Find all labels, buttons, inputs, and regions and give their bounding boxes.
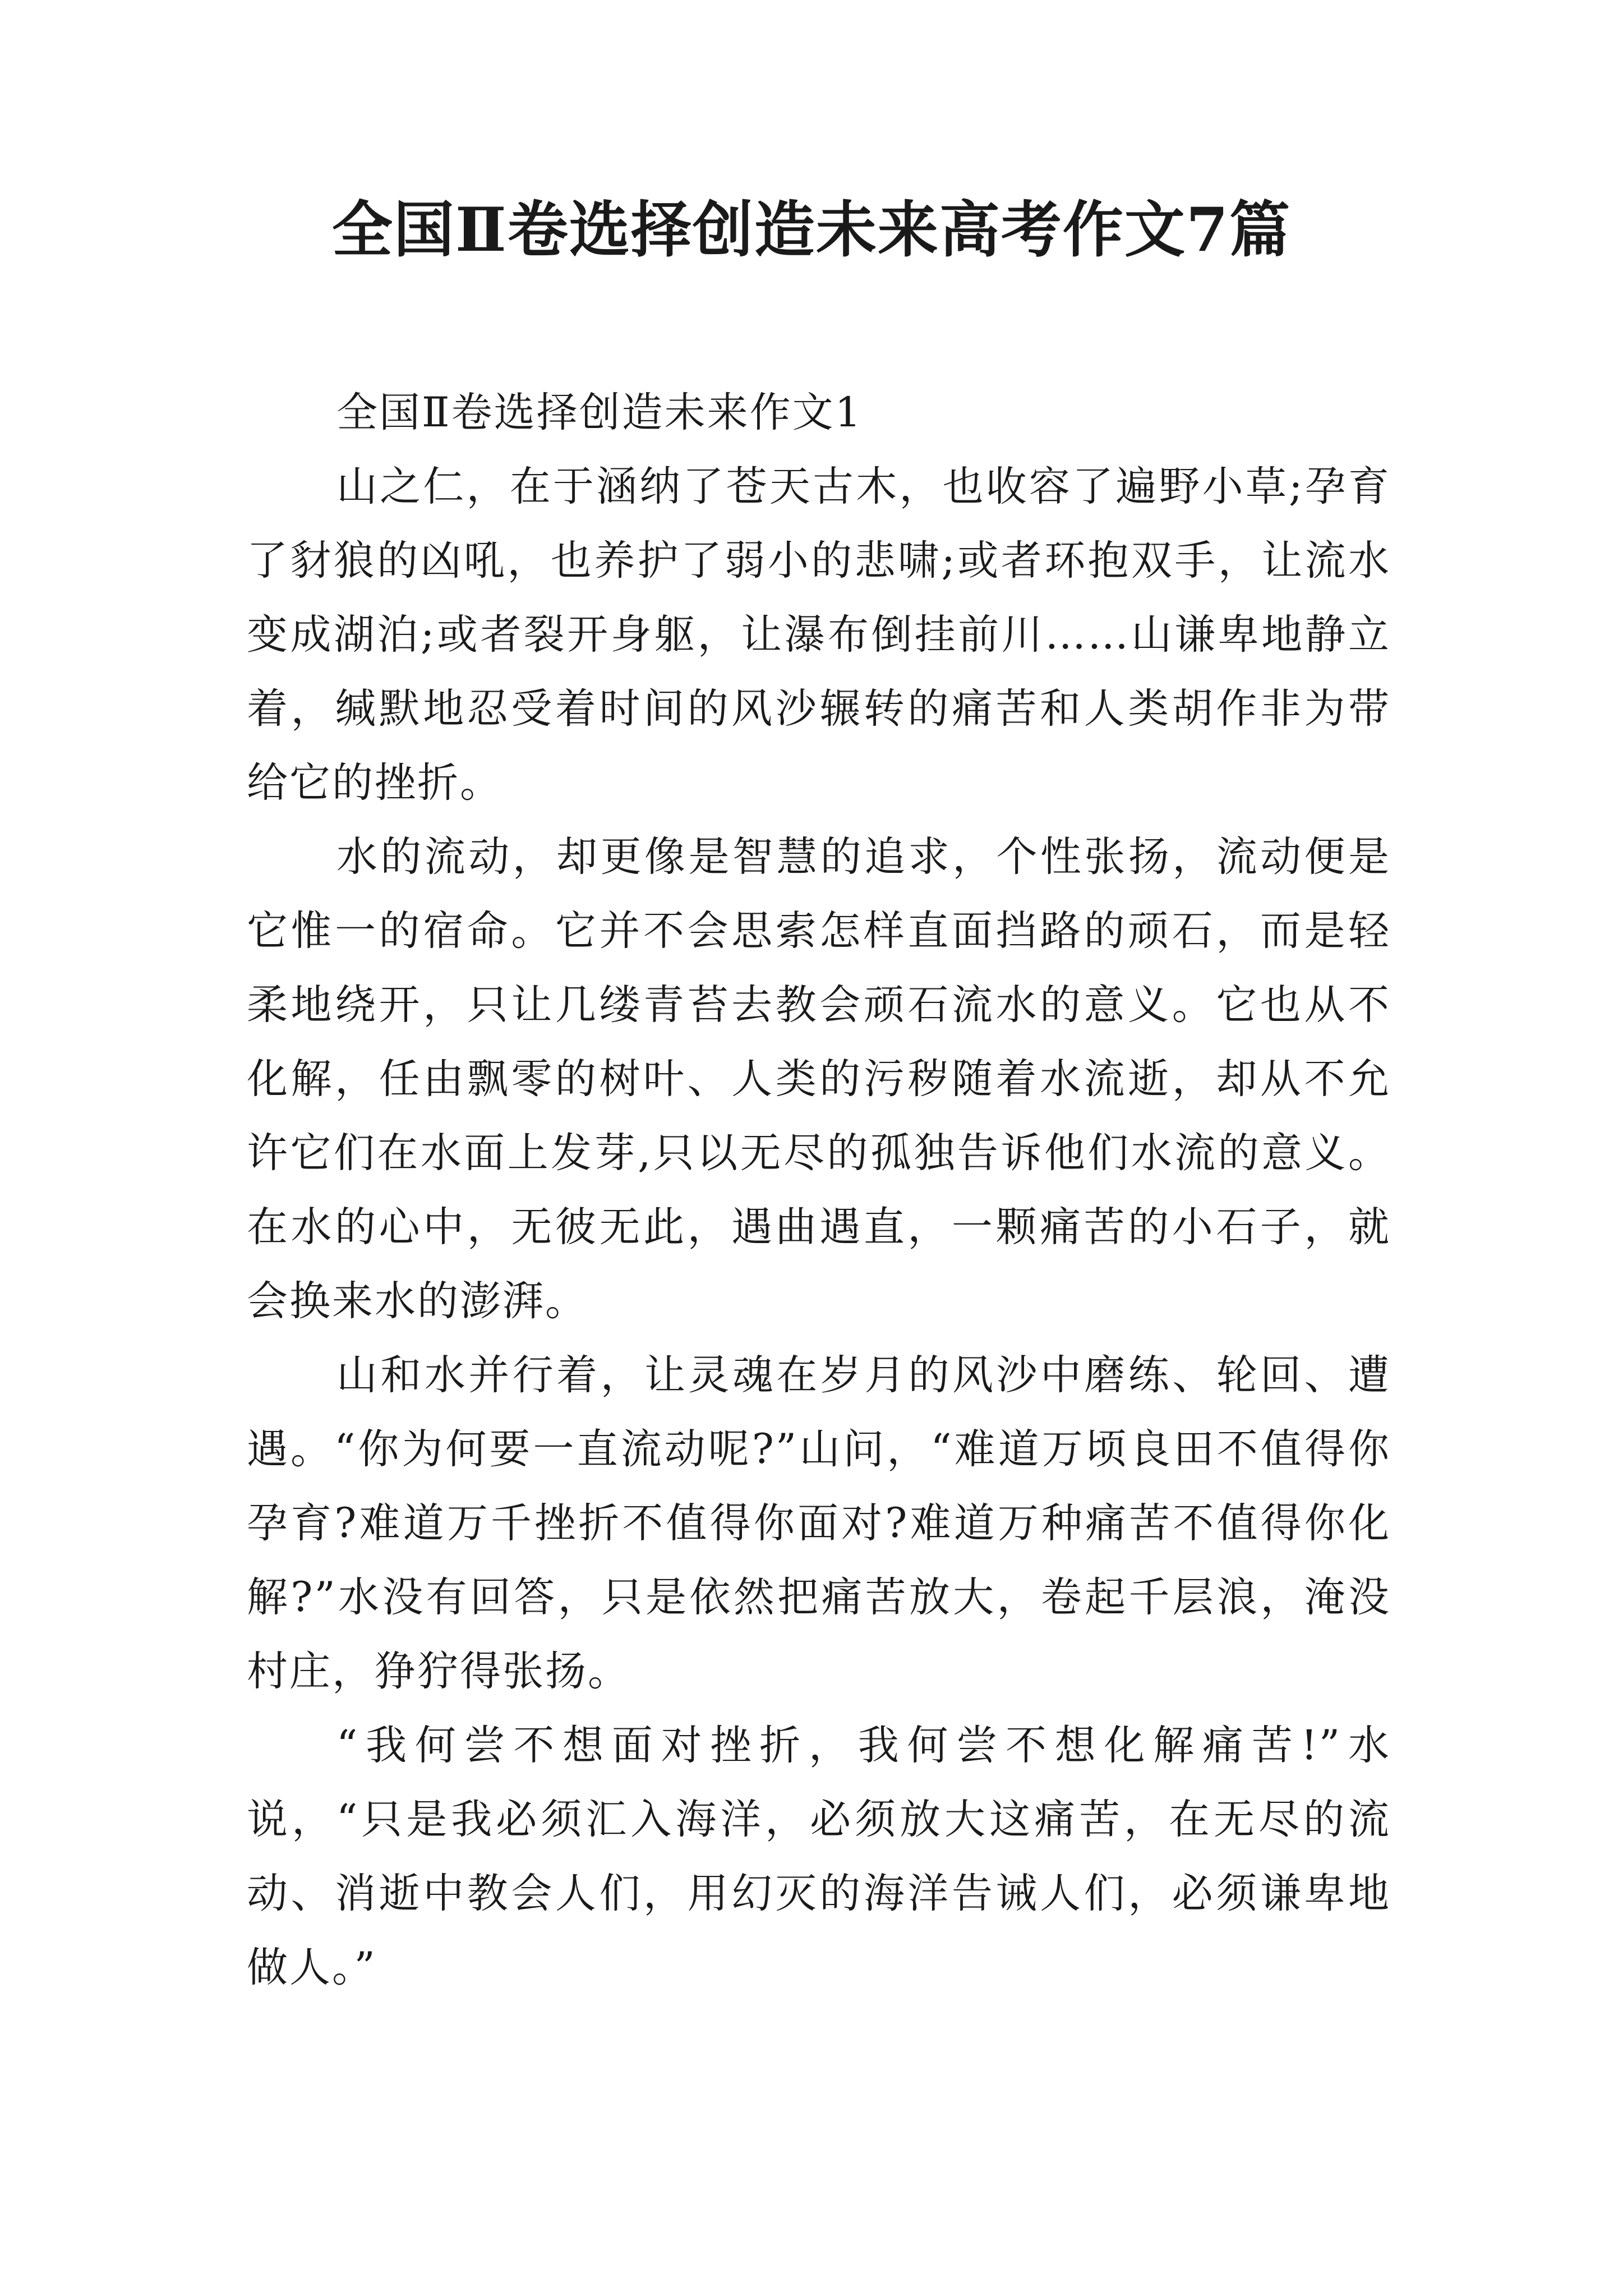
section-heading: 全国Ⅱ卷选择创造未来作文1 [336,389,863,436]
paragraph: 水的流动，却更像是智慧的追求，个性张扬，流动便是它惟一的宿命。它并不会思索怎样直面挡路的顽石，而是轻柔地绕开，只让几缕青苔去教会顽石流水的意义。它也从不化解，任由飘零的树叶、人类的污秽随着水流逝，却从不允许它们在水面上发芽,只以无尽的孤独告诉他们水流的意义。在水的心中，无彼无此，遇曲遇直，一颗痛苦的小石子，就会换来水的澎湃。 [247,833,1391,1325]
document-body [247,376,1391,2005]
paragraph: “我何尝不想面对挫折，我何尝不想化解痛苦!”水说，“只是我必须汇入海洋，必须放大这痛苦，在无尽的流动、消逝中教会人们，用幻灭的海洋告诫人们，必须谦卑地做人。” [247,1722,1391,1991]
paragraph: 山和水并行着，让灵魂在岁月的风沙中磨练、轮回、遭遇。“你为何要一直流动呢?”山问，“难道万顷良田不值得你孕育?难道万千挫折不值得你面对?难道万种痛苦不值得你化解?”水没有回答，只是依然把痛苦放大，卷起千层浪，淹没村庄，狰狞得张扬。 [247,1351,1391,1695]
document-title: 全国Ⅱ卷选择创造未来高考作文7篇 [331,195,1292,265]
paragraph: 山之仁，在于涵纳了苍天古木，也收容了遍野小草;孕育了豺狼的凶吼，也养护了弱小的悲啸;或者环抱双手，让流水变成湖泊;或者裂开身躯，让瀑布倒挂前川……山谦卑地静立着，缄默地忍受着时间的风沙辗转的痛苦和人类胡作非为带给它的挫折。 [247,463,1391,807]
